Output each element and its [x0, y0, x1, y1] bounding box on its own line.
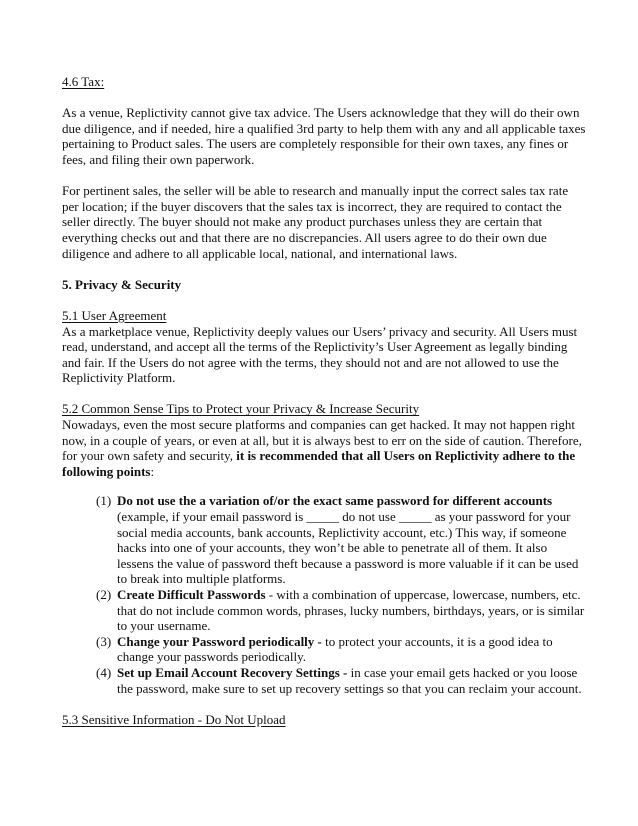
section-5-2-body: [62, 417, 586, 479]
section-5-2-body-plain: Nowadays, even the most secure platforms and companies can get hacked. It may not happen right now, in a couple of years, or even at all, but it is always best to err on the side of caution. Therefore, for your own safety and security,: [62, 417, 582, 464]
section-5-1-body: As a marketplace venue, Replictivity deeply values our Users’ privacy and security. All Users must read, understand, and accept all the terms of the Replictivity’s User Agreement as legally binding and fair. If the Users do not agree with the terms, they should not and are not allowed to use the Replictivity Platform.: [62, 323, 578, 386]
list-item-text: - with a combination of uppercase, lowercase, numbers, etc. that do not include common words, phrases, lucky numbers, birthdays, years, or is similar to your username.: [117, 587, 585, 634]
spacer: [62, 386, 586, 402]
spacer: [62, 696, 586, 712]
list-item: [96, 493, 586, 587]
list-item: [96, 633, 586, 665]
spacer: [62, 90, 586, 106]
section-5-1-heading: 5.1 User Agreement: [62, 307, 167, 323]
section-5-2-body-end: :: [150, 463, 155, 479]
section-5-3-heading: 5.3 Sensitive Information - Do Not Upload: [62, 711, 286, 727]
list-item-title: Do not use the a variation of/or the exact same password for different accounts: [117, 493, 553, 509]
section-4-6-paragraph-2: For pertinent sales, the seller will be able to research and manually input the correct sales tax rate per location; if the buyer discovers that the sales tax is incorrect, they are required to contact the seller directly. The buyer should not make any product purchases unless they are certain that everything checks out and that there are no discrepancies. All users agree to do their own due diligence and adhere to all applicable local, national, and international laws.: [62, 183, 569, 261]
list-item: [96, 587, 586, 634]
spacer: [62, 292, 586, 308]
section-4-6-paragraph-1: As a venue, Replictivity cannot give tax advice. The Users acknowledge that they will do their own due diligence, and if needed, hire a qualified 3rd party to help them with any and all applicable taxes pertaining to Product sales. The users are completely responsible for their own taxes, any fines or fees, and filing their own paperwork.: [62, 105, 586, 167]
list-item-number: (2): [96, 587, 112, 602]
list-item-number: (4): [96, 664, 112, 680]
list-item-title: Create Difficult Passwords: [117, 587, 266, 602]
security-tips-list: [62, 493, 586, 696]
list-item-title: Change your Password periodically -: [117, 633, 322, 649]
list-item-number: (1): [96, 493, 112, 509]
list-item-number: (3): [96, 633, 112, 649]
list-item-text: in case your email gets hacked or you loose the password, make sure to set up recovery settings so that you can reclaim your account.: [117, 664, 582, 696]
section-5-heading: 5. Privacy & Security: [62, 276, 182, 292]
list-item-text: (example, if your email password is _____ do not use _____ as your password for your social media accounts, bank accounts, Replictivity account, etc.) This way, if someone hacks into one of your accounts, they won’t be able to penetrate all of them. It also lessens the value of password theft because a password is more valuable if it can be used to break into multiple platforms.: [117, 509, 579, 587]
section-4-6-heading: 4.6 Tax:: [62, 74, 105, 89]
spacer: [62, 479, 586, 493]
section-5-2-heading: 5.2 Common Sense Tips to Protect your Privacy & Increase Security: [62, 401, 420, 417]
list-item-text: to protect your accounts, it is a good idea to change your passwords periodically.: [117, 633, 553, 665]
spacer: [62, 261, 586, 277]
section-5-2-body-bold: it is recommended that all Users on Replictivity adhere to the following points: [62, 448, 576, 479]
list-item: [96, 664, 586, 696]
spacer: [62, 168, 586, 184]
list-item-title: Set up Email Account Recovery Settings -: [117, 664, 348, 680]
